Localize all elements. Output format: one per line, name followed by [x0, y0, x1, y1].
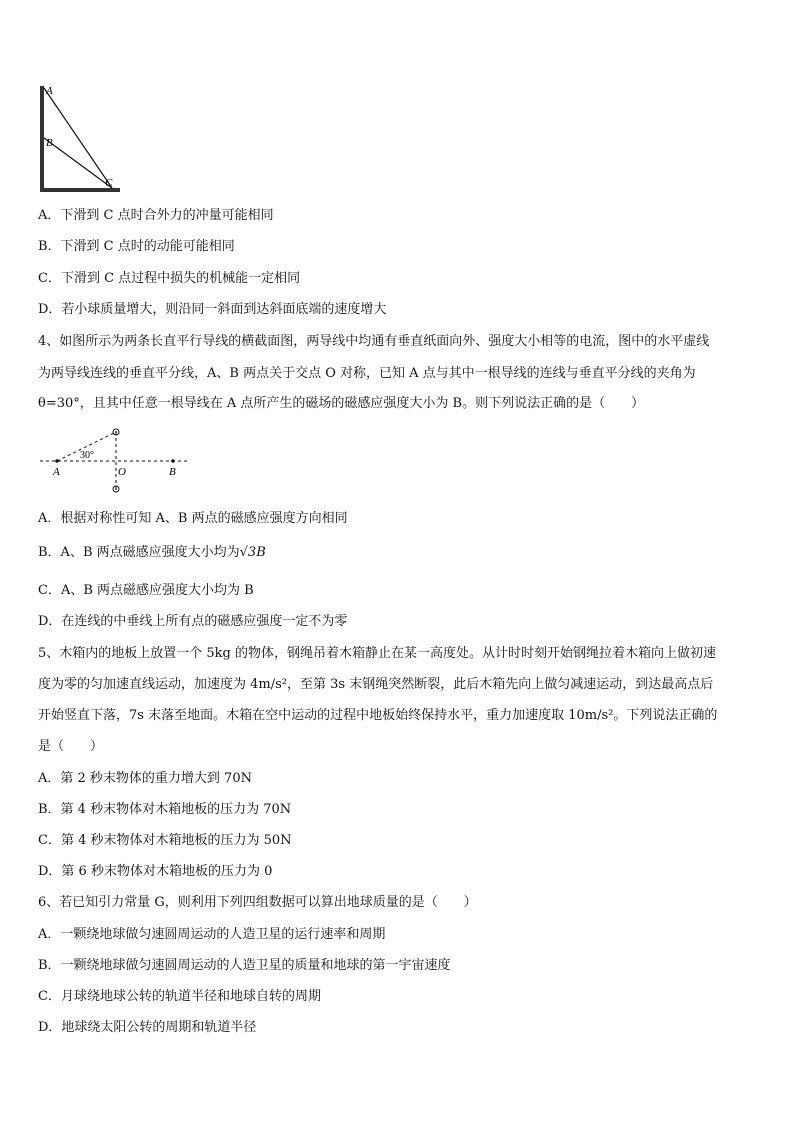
q6-option-a: A．一颗绕地球做匀速圆周运动的人造卫星的运行速率和周期 [38, 927, 386, 942]
q4-option-c: C．A、B 两点磁感应强度大小均为 B [38, 583, 254, 598]
wall [40, 86, 44, 192]
q4-stem-line-2: 为两导线连线的垂直平分线，A、B 两点关于交点 O 对称，已知 A 点与其中一根导线的连线与垂直平分线的夹角为 [38, 366, 696, 381]
label-b: B [46, 137, 53, 149]
point-b [171, 459, 175, 463]
q3-option-c: C．下滑到 C 点过程中损失的机械能一定相同 [38, 271, 301, 286]
q5-stem-line-3: 开始竖直下落，7s 末落至地面。木箱在空中运动的过程中地板始终保持水平，重力加速度取 10m/s²。下列说法正确的 [38, 708, 718, 723]
q4-option-b [38, 545, 266, 561]
q4-option-b-text: B．A、B 两点磁感应强度大小均为 [38, 545, 240, 560]
q6-option-c: C．月球绕地球公转的轨道半径和地球自转的周期 [38, 989, 321, 1004]
q5-option-d: D．第 6 秒末物体对木箱地板的压力为 0 [38, 864, 273, 879]
incline-figure [36, 82, 126, 198]
q5-stem-line-2: 度为零的匀加速直线运动，加速度为 4m/s²，至第 3s 末钢绳突然断裂，此后木箱先向上做匀减速运动，到达最高点后 [38, 677, 714, 692]
angle-label: 30° [80, 450, 94, 461]
q5-option-b: B．第 4 秒末物体对木箱地板的压力为 70N [38, 802, 292, 817]
label-b: B [169, 466, 176, 478]
q6-option-b: B．一颗绕地球做匀速圆周运动的人造卫星的质量和地球的第一宇宙速度 [38, 958, 451, 973]
q5-option-a: A．第 2 秒末物体的重力增大到 70N [38, 771, 252, 786]
q6-stem: 6、若已知引力常量 G，则利用下列四组数据可以算出地球质量的是（ ） [38, 895, 477, 910]
q4-stem-line-1: 4、如图所示为两条长直平行导线的横截面图，两导线中均通有垂直纸面向外、强度大小相等的电流，图中的水平虚线 [38, 334, 710, 349]
label-o: O [118, 466, 126, 478]
label-a: A [53, 466, 60, 478]
wires-figure [36, 424, 196, 496]
q5-stem-line-4: 是（ ） [38, 739, 104, 754]
label-a: A [46, 85, 53, 97]
q5-stem-line-1: 5、木箱内的地板上放置一个 5kg 的物体，钢绳吊着木箱静止在某一高度处。从计时时刻开始钢绳拉着木箱向上做初速 [38, 646, 717, 661]
incline-bc [44, 138, 112, 188]
q4-option-b-formula: √3B [239, 545, 266, 560]
q5-option-c: C．第 4 秒末物体对木箱地板的压力为 50N [38, 833, 292, 848]
q4-option-a: A．根据对称性可知 A、B 两点的磁感应强度方向相同 [38, 511, 348, 526]
q3-option-a: A．下滑到 C 点时合外力的冲量可能相同 [38, 208, 274, 223]
q4-stem-line-3: θ=30°，且其中任意一根导线在 A 点所产生的磁场的磁感应强度大小为 B。则下列说法正确的是（ ） [38, 396, 645, 411]
point-a [55, 459, 59, 463]
q4-option-d: D．在连线的中垂线上所有点的磁感应强度一定不为零 [38, 614, 348, 629]
q3-option-b: B．下滑到 C 点时的动能可能相同 [38, 239, 235, 254]
q6-option-d: D．地球绕太阳公转的周期和轨道半径 [38, 1020, 257, 1035]
incline-ac [44, 88, 112, 188]
label-c: C [105, 177, 113, 189]
q3-option-d: D．若小球质量增大，则沿同一斜面到达斜面底端的速度增大 [38, 302, 387, 317]
